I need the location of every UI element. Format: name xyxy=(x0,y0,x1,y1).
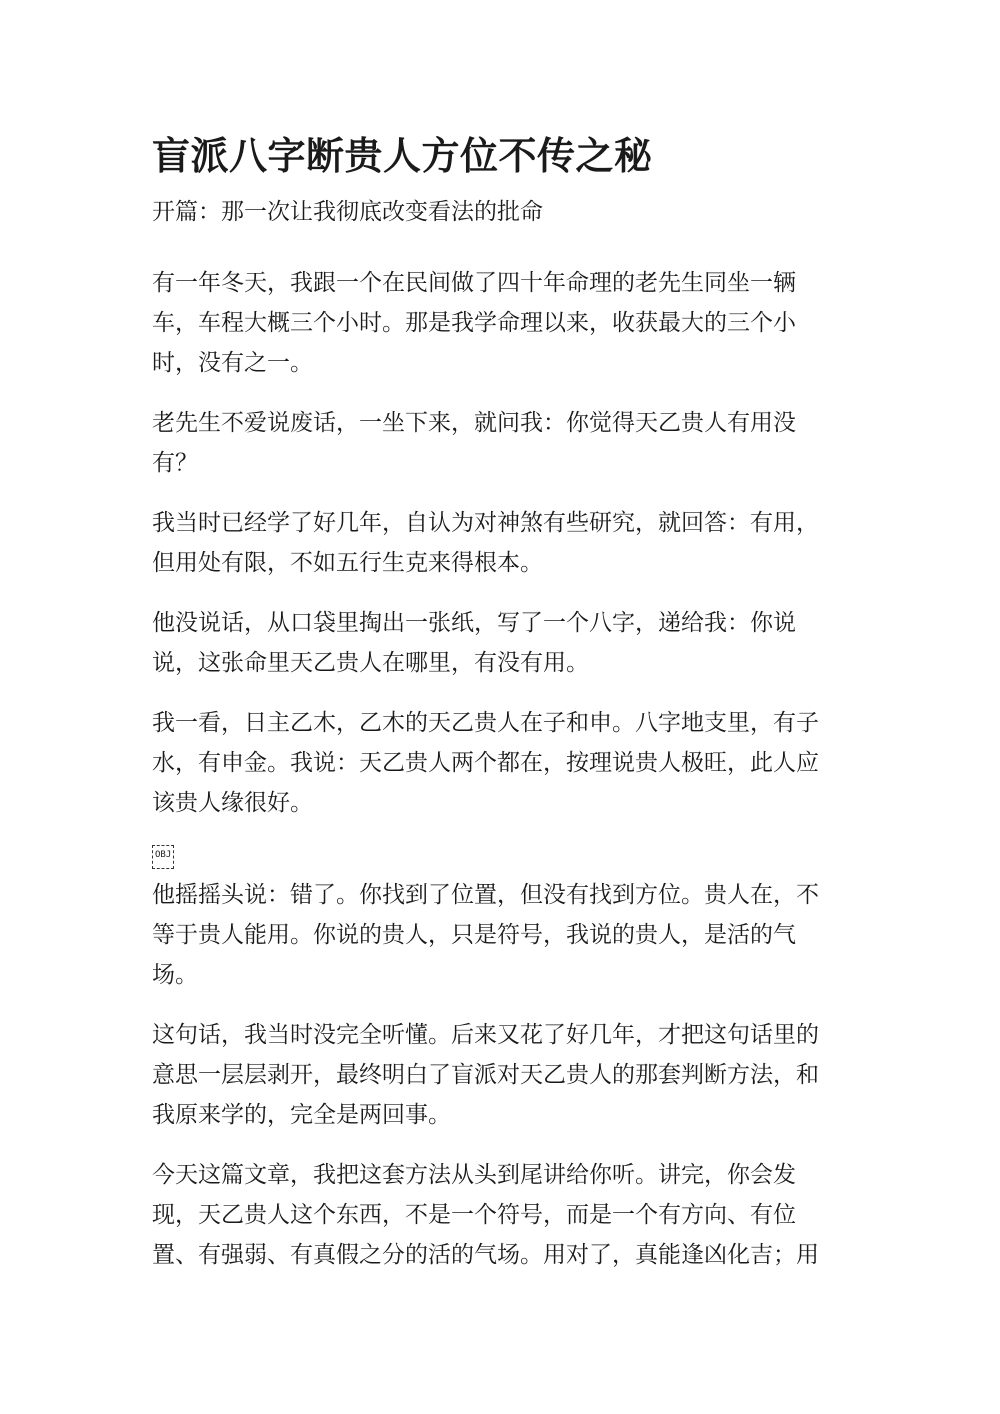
article-subtitle: 开篇：那一次让我彻底改变看法的批命 xyxy=(152,199,543,225)
text-line: 有一年冬天，我跟一个在民间做了四十年命理的老先生同坐一辆 xyxy=(152,270,796,296)
text-line: 老先生不爱说废话，一坐下来，就问我：你觉得天乙贵人有用没 xyxy=(152,410,796,436)
text-line: 意思一层层剥开，最终明白了盲派对天乙贵人的那套判断方法，和 xyxy=(152,1062,819,1088)
paragraph xyxy=(152,875,842,995)
text-line: 这句话，我当时没完全听懂。后来又花了好几年，才把这句话里的 xyxy=(152,1022,819,1048)
paragraph xyxy=(152,603,842,683)
text-line: 他摇摇头说：错了。你找到了位置，但没有找到方位。贵人在，不 xyxy=(152,882,819,908)
text-line: 我一看，日主乙木，乙木的天乙贵人在子和申。八字地支里，有子 xyxy=(152,710,819,736)
text-line: 现，天乙贵人这个东西，不是一个符号，而是一个有方向、有位 xyxy=(152,1202,796,1228)
text-line: 该贵人缘很好。 xyxy=(152,790,313,816)
article-title: 盲派八字断贵人方位不传之秘 xyxy=(152,134,653,178)
text-line: 我当时已经学了好几年，自认为对神煞有些研究，就回答：有用， xyxy=(152,510,819,536)
paragraph xyxy=(152,403,842,483)
text-line: 水，有申金。我说：天乙贵人两个都在，按理说贵人极旺，此人应 xyxy=(152,750,819,776)
paragraph xyxy=(152,1015,842,1135)
text-line: 但用处有限，不如五行生克来得根本。 xyxy=(152,550,543,576)
text-line: 场。 xyxy=(152,962,198,988)
paragraph xyxy=(152,263,842,383)
paragraph xyxy=(152,1155,842,1275)
paragraph xyxy=(152,703,842,823)
text-line: 等于贵人能用。你说的贵人，只是符号，我说的贵人，是活的气 xyxy=(152,922,796,948)
text-line: 时，没有之一。 xyxy=(152,350,313,376)
paragraph xyxy=(152,503,842,583)
document-page xyxy=(152,128,842,1275)
text-line: 今天这篇文章，我把这套方法从头到尾讲给你听。讲完，你会发 xyxy=(152,1162,796,1188)
text-line: 说，这张命里天乙贵人在哪里，有没有用。 xyxy=(152,650,589,676)
text-line: 他没说话，从口袋里掏出一张纸，写了一个八字，递给我：你说 xyxy=(152,610,796,636)
text-line: 车，车程大概三个小时。那是我学命理以来，收获最大的三个小 xyxy=(152,310,796,336)
text-line: 置、有强弱、有真假之分的活的气场。用对了，真能逢凶化吉；用 xyxy=(152,1242,819,1268)
text-line: 我原来学的，完全是两回事。 xyxy=(152,1102,451,1128)
object-placeholder-icon: OBJ xyxy=(152,845,174,869)
text-line: 有？ xyxy=(152,450,198,476)
